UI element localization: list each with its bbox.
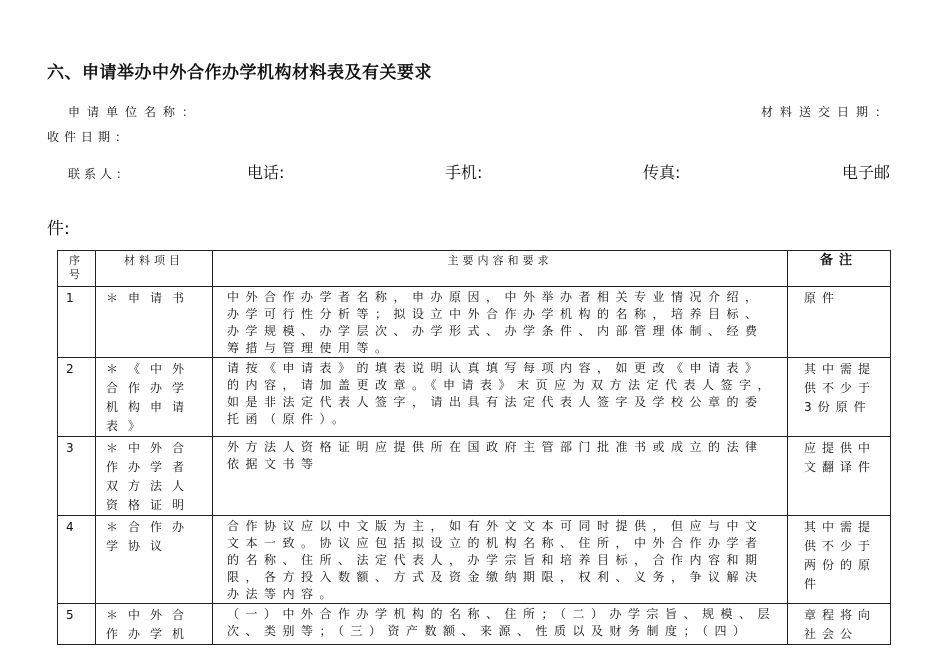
row-remark — [788, 604, 891, 645]
row-no: 4 — [58, 516, 96, 604]
header-remark: 备注 — [788, 251, 891, 287]
materials-table — [57, 250, 891, 645]
submit-date-label: 材料送交日期： — [760, 105, 894, 119]
mobile-label: 手机: — [445, 163, 483, 182]
row-no: 2 — [58, 358, 96, 437]
row-content-text: （一）中外合作办学机构的名称、住所；（二）办学宗旨、规模、层次、类别等；（三）资产数额、来源、性质以及财务制度；（四） — [227, 607, 777, 638]
row-item: ＊中外合作办学者双方法人资格证明 — [96, 437, 213, 516]
row-remark: 原件 — [788, 287, 891, 358]
email-label-part2: 件: — [47, 219, 70, 239]
row-content — [213, 604, 788, 645]
row-item: ＊申请书 — [96, 287, 213, 358]
applicant-unit-label: 申请单位名称： — [68, 105, 202, 119]
fax-label: 传真: — [643, 163, 681, 182]
row-item — [96, 604, 213, 645]
table-row — [58, 287, 891, 358]
header-item: 材料项目 — [96, 251, 213, 287]
header-no: 序号 — [58, 251, 96, 287]
row-remark-text: 章程将向社会公 — [804, 608, 877, 641]
row-content: 中外合作办学者名称，申办原因，中外举办者相关专业情况介绍，办学可行性分析等；拟设立中外合作办学机构的名称，培养目标、办学规模、办学层次、办学形式、办学条件、内部管理体制、经费筹措与管理使用等。 — [213, 287, 788, 358]
receive-date-label: 收件日期： — [47, 130, 133, 144]
row-no: 1 — [58, 287, 96, 358]
row-no: 5 — [58, 604, 96, 645]
phone-label: 电话: — [247, 163, 285, 182]
row-item: ＊《中外合作办学机构申请表》 — [96, 358, 213, 437]
table-row — [58, 358, 891, 437]
row-content: 合作协议应以中文版为主，如有外文文本可同时提供，但应与中文文本一致。协议应包括拟设立的机构名称、住所，中外合作办学者的名称、住所、法定代表人，办学宗旨和培养目标，合作内容和期限，各方投入数额、方式及资金缴纳期限，权利、义务，争议解决办法等内容。 — [213, 516, 788, 604]
table-row — [58, 516, 891, 604]
table-row — [58, 604, 891, 645]
row-content: 外方法人资格证明应提供所在国政府主管部门批准书或成立的法律依据文书等 — [213, 437, 788, 516]
row-remark: 其中需提供不少于两份的原件 — [788, 516, 891, 604]
row-no: 3 — [58, 437, 96, 516]
page-title: 六、申请举办中外合作办学机构材料表及有关要求 — [47, 63, 432, 83]
table-header-row — [58, 251, 891, 287]
row-remark: 其中需提供不少于3份原件 — [788, 358, 891, 437]
row-item: ＊合作办学协议 — [96, 516, 213, 604]
row-item-text: ＊中外合作办学机 — [106, 608, 195, 641]
table-row — [58, 437, 891, 516]
header-content: 主要内容和要求 — [213, 251, 788, 287]
email-label-part1: 电子邮 — [842, 163, 891, 182]
row-remark: 应提供中文翻译件 — [788, 437, 891, 516]
contact-label: 联系人： — [68, 167, 133, 181]
row-content: 请按《申请表》的填表说明认真填写每项内容，如更改《申请表》的内容，请加盖更改章。《申请表》末页应为双方法定代表人签字，如是非法定代表人签字，请出具有法定代表人签字及学校公章的委托函（原件）。 — [213, 358, 788, 437]
